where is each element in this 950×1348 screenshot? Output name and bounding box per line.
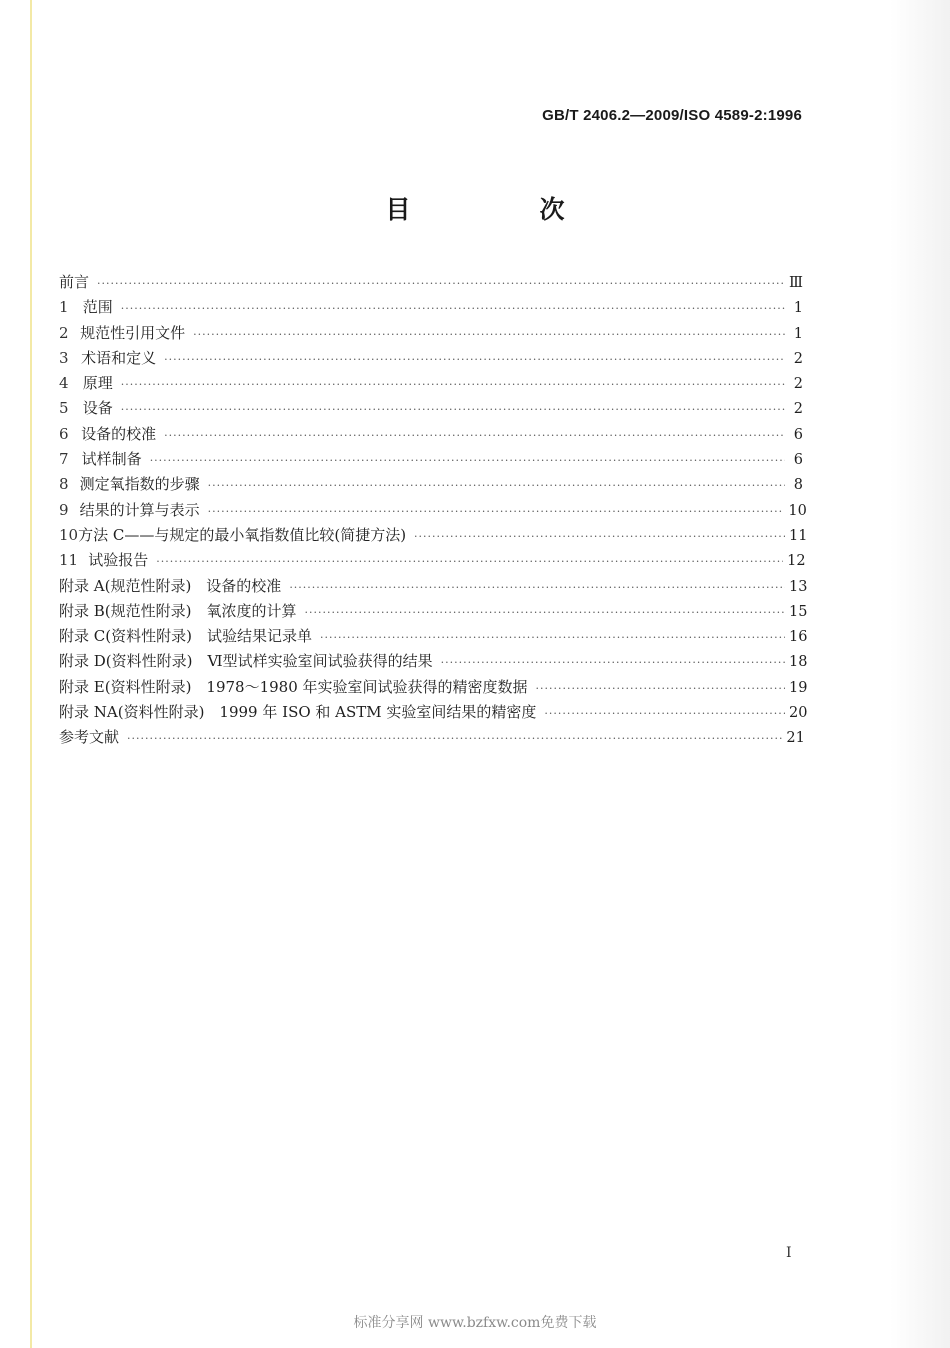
toc-dot-leader bbox=[289, 575, 785, 600]
toc-entry[interactable] bbox=[59, 396, 803, 421]
toc-entry-label: 附录 A(规范性附录) 设备的校准 bbox=[59, 576, 282, 595]
watermark-text: 标准分享网 www.bzfxw.com免费下载 bbox=[353, 1315, 597, 1331]
toc-entry-number: 4 bbox=[59, 374, 69, 393]
toc-dot-leader bbox=[121, 296, 785, 321]
toc-entry-page: 20 bbox=[789, 705, 808, 722]
toc-entry-page: 21 bbox=[786, 730, 805, 747]
toc-entry[interactable] bbox=[59, 649, 808, 674]
toc-entry-page: 12 bbox=[787, 553, 806, 570]
toc-entry-number: 3 bbox=[59, 348, 69, 367]
toc-entry[interactable] bbox=[59, 599, 808, 624]
toc-dot-leader bbox=[193, 322, 785, 347]
toc-entry-label: 附录 B(规范性附录) 氧浓度的计算 bbox=[59, 601, 297, 620]
toc-dot-leader bbox=[156, 549, 783, 574]
toc-entry-number: 2 bbox=[59, 323, 69, 342]
toc-dot-leader bbox=[127, 726, 782, 751]
toc-dot-leader bbox=[320, 625, 785, 650]
toc-entry-label: 附录 C(资料性附录) 试验结果记录单 bbox=[59, 627, 312, 646]
toc-dot-leader bbox=[164, 347, 785, 372]
toc-dot-leader bbox=[164, 423, 785, 448]
toc-entry[interactable] bbox=[59, 675, 808, 700]
toc-entry-page: 19 bbox=[789, 679, 808, 696]
toc-entry[interactable] bbox=[59, 523, 808, 548]
toc-dot-leader bbox=[150, 448, 785, 473]
toc-title: 目 次 bbox=[385, 195, 617, 224]
toc-entry-page: 16 bbox=[789, 629, 808, 646]
toc-entry-page: Ⅲ bbox=[789, 275, 803, 291]
toc-entry-page: 1 bbox=[793, 325, 803, 342]
toc-entry-number: 6 bbox=[59, 424, 69, 443]
toc-entry-page: 2 bbox=[793, 350, 803, 367]
toc-entry[interactable] bbox=[59, 624, 808, 649]
toc-dot-leader bbox=[305, 600, 786, 625]
toc-entry-page: 18 bbox=[789, 654, 808, 671]
toc-dot-leader bbox=[97, 271, 785, 296]
toc-entry-label: 附录 E(资料性附录) 1978～1980 年实验室间试验获得的精密度数据 bbox=[59, 677, 528, 696]
toc-entry-label: 方法 C——与规定的最小氧指数值比较(简捷方法) bbox=[78, 525, 407, 544]
toc-entry-page: 6 bbox=[793, 452, 803, 469]
toc-entry[interactable] bbox=[59, 472, 803, 497]
toc-entry-number: 10 bbox=[59, 525, 79, 544]
toc-entry-number: 8 bbox=[59, 475, 69, 494]
toc-entry[interactable] bbox=[59, 321, 803, 346]
toc-entry[interactable] bbox=[59, 447, 803, 472]
toc-entry-label: 结果的计算与表示 bbox=[79, 500, 200, 519]
toc-entry-label: 测定氧指数的步骤 bbox=[79, 475, 200, 494]
toc-entry[interactable] bbox=[59, 700, 808, 725]
toc-entry[interactable] bbox=[59, 371, 803, 396]
toc-entry-page: 6 bbox=[793, 426, 803, 443]
toc-dot-leader bbox=[536, 676, 785, 701]
toc-dot-leader bbox=[121, 397, 785, 422]
toc-entry-label: 规范性引用文件 bbox=[80, 323, 186, 342]
toc-entry-page: 2 bbox=[793, 401, 803, 418]
toc-entry-page: 8 bbox=[793, 477, 803, 494]
toc-entry-label: 术语和定义 bbox=[81, 348, 157, 367]
table-of-contents bbox=[59, 270, 808, 751]
toc-entry[interactable] bbox=[59, 422, 803, 447]
toc-entry-label: 试样制备 bbox=[81, 450, 142, 469]
toc-entry-number: 5 bbox=[59, 399, 69, 418]
toc-entry-label: 参考文献 bbox=[59, 728, 120, 747]
toc-entry[interactable] bbox=[59, 270, 803, 295]
toc-entry[interactable] bbox=[59, 725, 803, 750]
toc-entry-page: 10 bbox=[788, 502, 807, 519]
toc-dot-leader bbox=[208, 499, 785, 524]
toc-entry-page: 11 bbox=[789, 527, 808, 544]
toc-dot-leader bbox=[414, 524, 785, 549]
toc-entry-number: 9 bbox=[59, 500, 69, 519]
toc-entry-label: 附录 D(资料性附录) Ⅵ型试样实验室间试验获得的结果 bbox=[59, 652, 433, 671]
toc-entry[interactable] bbox=[59, 295, 803, 320]
toc-entry[interactable] bbox=[59, 346, 803, 371]
toc-entry[interactable] bbox=[59, 574, 808, 599]
toc-entry-number: 1 bbox=[59, 298, 69, 317]
toc-entry[interactable] bbox=[59, 498, 807, 523]
toc-dot-leader bbox=[544, 701, 785, 726]
toc-dot-leader bbox=[441, 650, 785, 675]
toc-entry-label: 原理 bbox=[82, 374, 113, 393]
toc-dot-leader bbox=[121, 372, 785, 397]
toc-entry-page: 2 bbox=[793, 376, 803, 393]
toc-entry-page: 15 bbox=[789, 603, 808, 620]
toc-entry-label: 附录 NA(资料性附录) 1999 年 ISO 和 ASTM 实验室间结果的精密度 bbox=[59, 703, 537, 722]
toc-entry-page: 1 bbox=[793, 300, 803, 317]
toc-entry-page: 13 bbox=[789, 578, 808, 595]
standard-code: GB/T 2406.2—2009/ISO 4589-2:1996 bbox=[542, 107, 802, 124]
toc-entry-number: 7 bbox=[59, 450, 69, 469]
toc-entry-label: 前言 bbox=[59, 273, 90, 291]
toc-entry-label: 设备的校准 bbox=[81, 424, 157, 443]
toc-entry-number: 11 bbox=[59, 551, 79, 570]
toc-dot-leader bbox=[208, 473, 785, 498]
page-number: I bbox=[786, 1245, 792, 1261]
toc-entry-label: 试验报告 bbox=[88, 551, 149, 570]
toc-entry[interactable] bbox=[59, 548, 806, 573]
toc-entry-label: 范围 bbox=[82, 298, 113, 317]
toc-entry-label: 设备 bbox=[82, 399, 113, 418]
